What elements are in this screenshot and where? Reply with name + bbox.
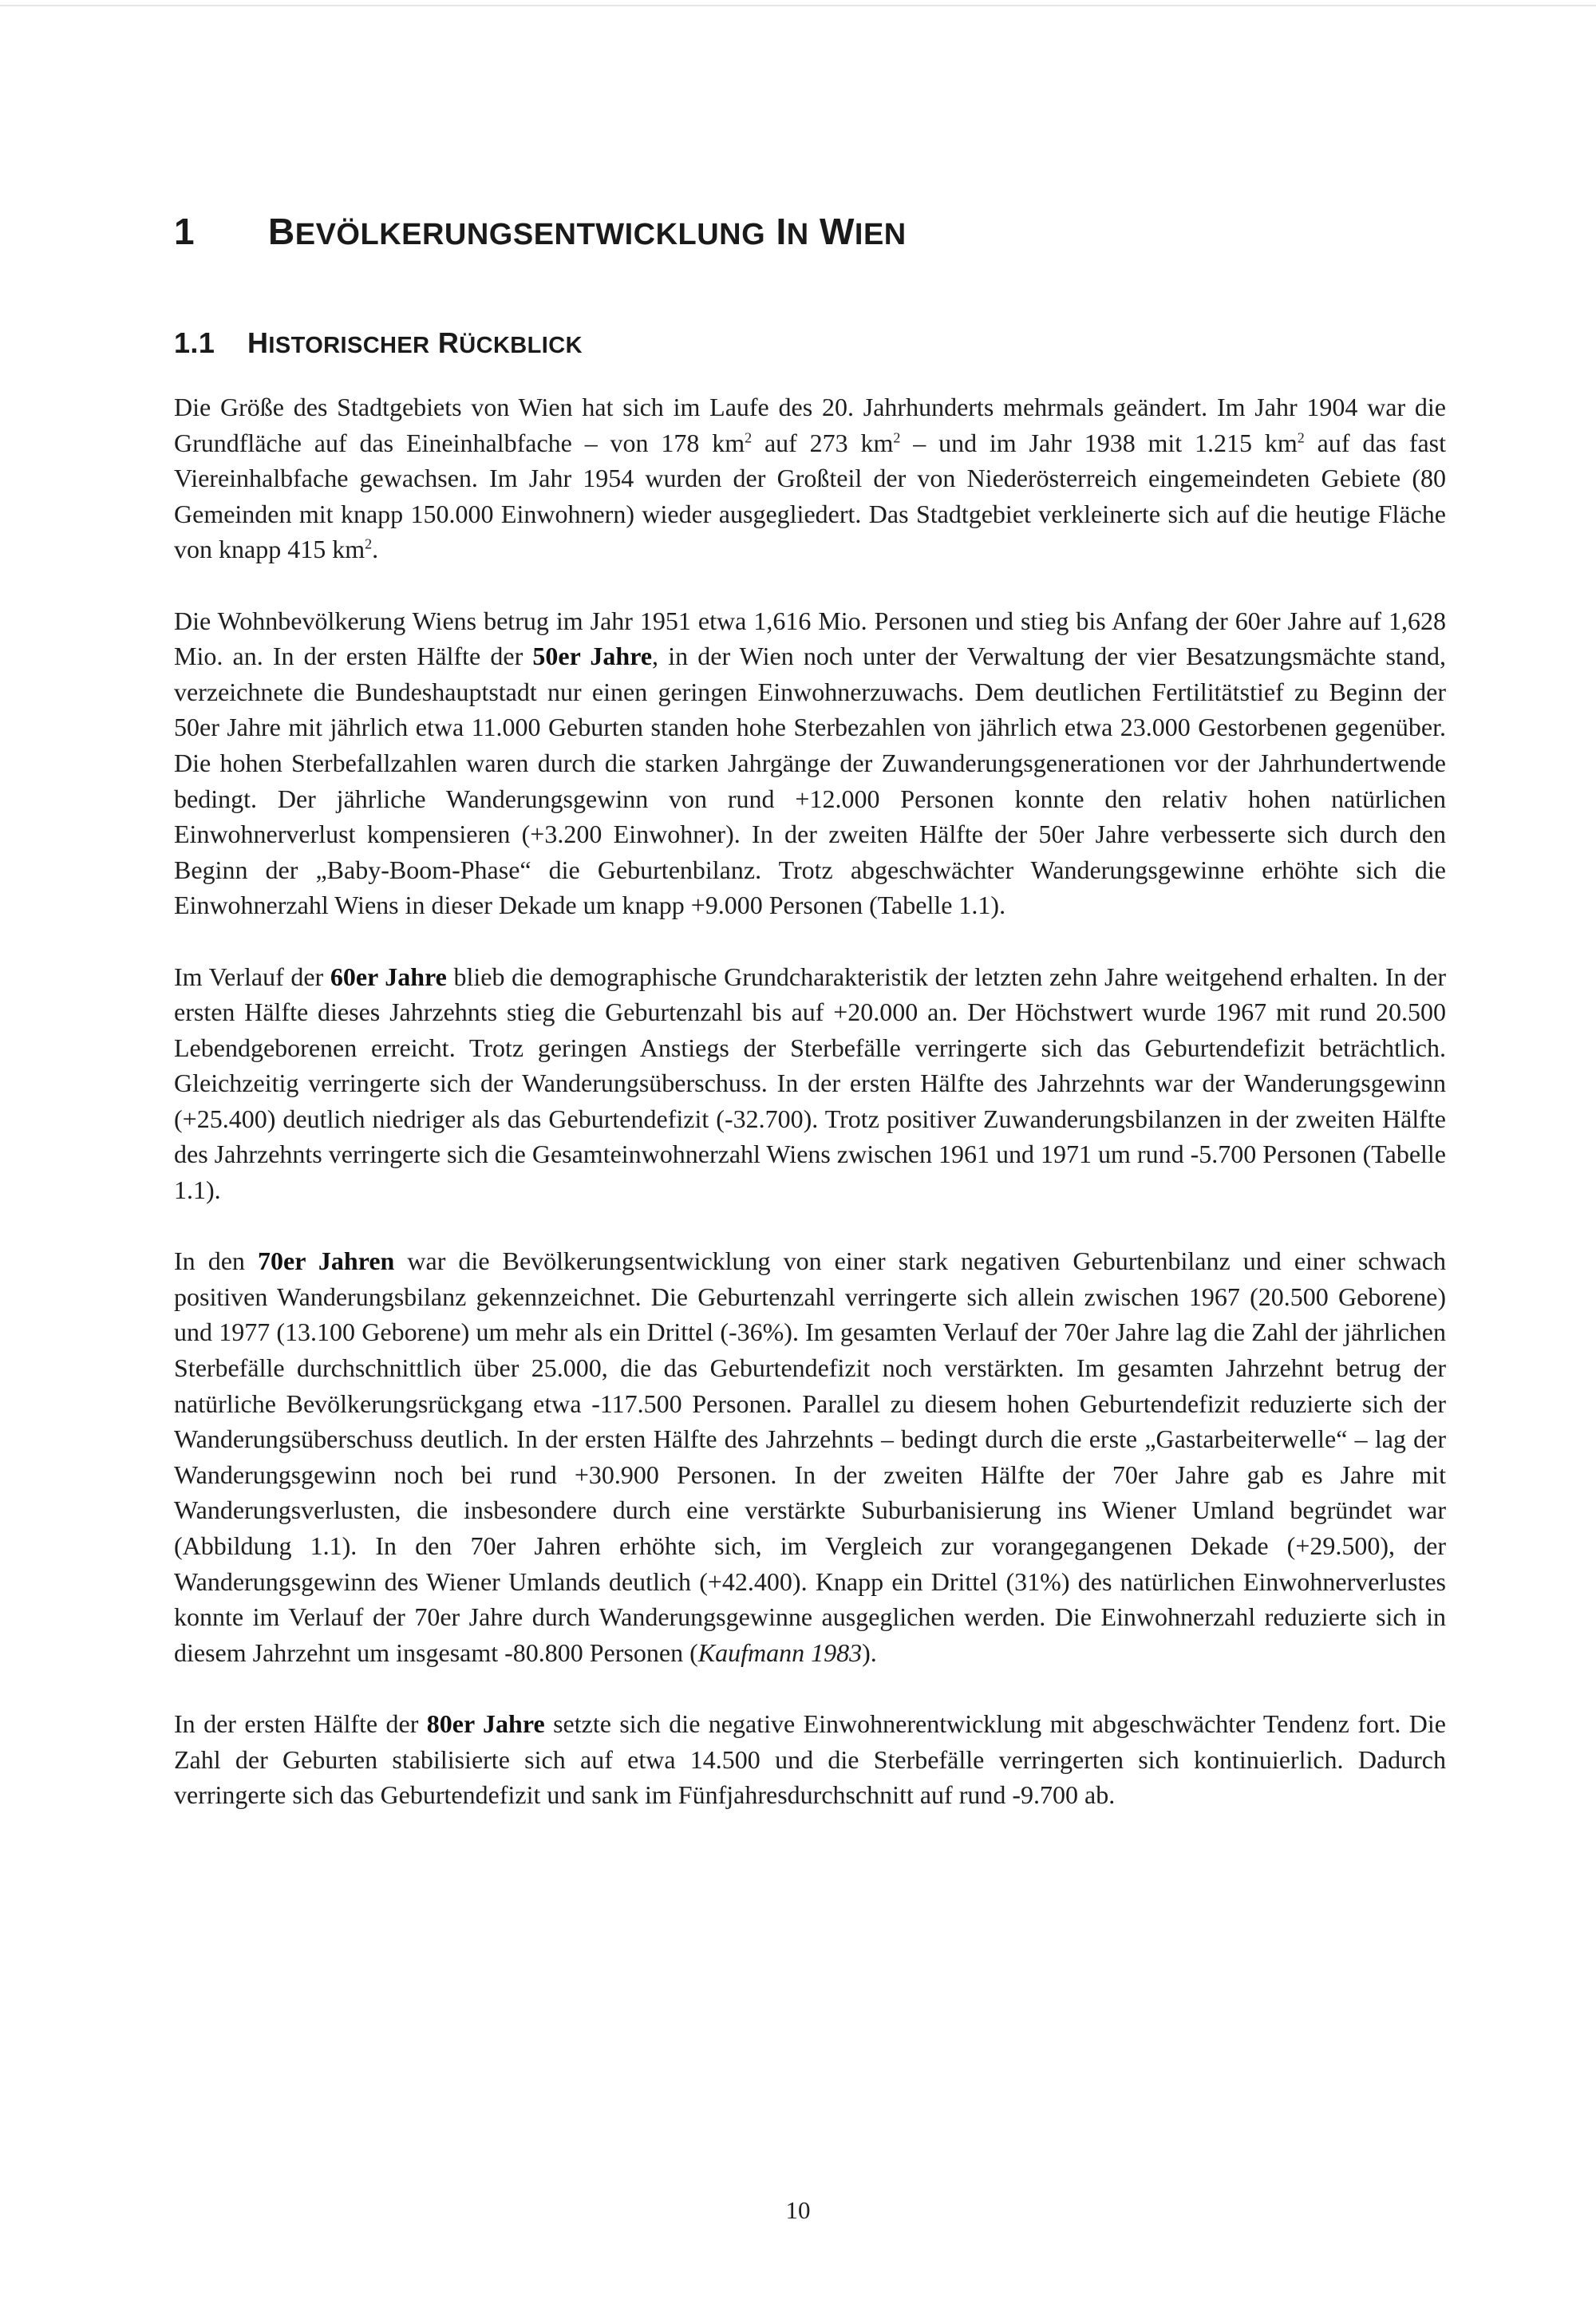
paragraph-80er-jahre: In der ersten Hälfte der 80er Jahre setzte sich die negative Einwohnerentwicklung mit abgeschwächter Tendenz fort. Die Zahl der Geburten stabilisierte sich auf etwa 14.500 und die Sterbefälle verringerten sich kontinuierlich. Dadurch verringerte sich das Geburtendefizit und sank im Fünfjahresdurchschnitt auf rund -9.700 ab. bbox=[174, 1709, 1447, 1810]
paragraph-60er-jahre: Im Verlauf der 60er Jahre blieb die demographische Grundcharakteristik der letzten zehn Jahre weitgehend erhalten. In der ersten Hälfte dieses Jahrzehnts stieg die Geburtenzahl bis auf +20.000 an. Der Höchstwert wurde 1967 mit rund 20.500 Lebendgeborenen erreicht. Trotz geringen Anstiegs der Sterbefälle verringerte sich das Geburtendefizit beträchtlich. Gleichzeitig verringerte sich der Wanderungsüberschuss. In der ersten Hälfte des Jahrzehnts war der Wanderungsgewinn (+25.400) deutlich niedriger als das Geburtendefizit (-32.700). Trotz positiver Zuwanderungsbilanzen in der zweiten Hälfte des Jahrzehnts verringerte sich die Gesamteinwohnerzahl Wiens zwischen 1961 und 1971 um rund -5.700 Personen (Tabelle 1.1). bbox=[174, 962, 1447, 1205]
section-heading bbox=[174, 326, 583, 363]
scan-top-edge bbox=[0, 5, 1596, 6]
paragraph-50er-jahre: Die Wohnbevölkerung Wiens betrug im Jahr 1951 etwa 1,616 Mio. Personen und stieg bis Anfang der 60er Jahre auf 1,628 Mio. an. In der ersten Hälfte der 50er Jahre, in der Wien noch unter der Verwaltung der vier Besatzungsmächte stand, verzeichnete die Bundeshauptstadt nur einen geringen Einwohnerzuwachs. Dem deutlichen Fertilitätstief zu Beginn der 50er Jahre mit jährlich etwa 11.000 Geburten standen hohe Sterbezahlen von jährlich etwa 23.000 Gestorbenen gegenüber. Die hohen Sterbefallzahlen waren durch die starken Jahrgänge der Zuwanderungsgenerationen vor der Jahrhundertwende bedingt. Der jährliche Wanderungsgewinn von rund +12.000 Personen konnte den relativ hohen natürlichen Einwohnerverlust kompensieren (+3.200 Einwohner). In der zweiten Hälfte der 50er Jahre verbesserte sich durch den Beginn der „Baby-Boom-Phase“ die Geburtenbilanz. Trotz abgeschwächter Wanderungsgewinne erhöhte sich die Einwohnerzahl Wiens in dieser Dekade um knapp +9.000 Personen (Tabelle 1.1). bbox=[174, 606, 1447, 920]
chapter-heading bbox=[174, 209, 907, 257]
emphasis-60er-jahre: 60er Jahre bbox=[330, 962, 447, 991]
emphasis-80er-jahre: 80er Jahre bbox=[426, 1709, 545, 1738]
superscript-2: 2 bbox=[365, 535, 373, 552]
emphasis-70er-jahren: 70er Jahren bbox=[258, 1246, 395, 1276]
body-text bbox=[174, 389, 1446, 1813]
emphasis-50er-jahre: 50er Jahre bbox=[532, 642, 653, 671]
superscript-2: 2 bbox=[893, 429, 901, 445]
paragraph-70er-jahre: In den 70er Jahren war die Bevölkerungsentwicklung von einer stark negativen Geburtenbilanz und einer schwach positiven Wanderungsbilanz gekennzeichnet. Die Geburtenzahl verringerte sich allein zwischen 1967 (20.500 Geborene) und 1977 (13.100 Geborene) um mehr als ein Drittel (-36%). Im gesamten Verlauf der 70er Jahre lag die Zahl der jährlichen Sterbefälle durchschnittlich über 25.000, die das Geburtendefizit noch verstärkten. Im gesamten Jahrzehnt betrug der natürliche Bevölkerungsrückgang etwa -117.500 Personen. Parallel zu diesem hohen Geburtendefizit reduzierte sich der Wanderungsüberschuss deutlich. In der ersten Hälfte des Jahrzehnts – bedingt durch die erste „Gastarbeiterwelle“ – lag der Wanderungsgewinn noch bei rund +30.900 Personen. In der zweiten Hälfte der 70er Jahre gab es Jahre mit Wanderungsverlusten, die insbesondere durch eine verstärkte Suburbanisierung ins Wiener Umland begründet war (Abbildung 1.1). In den 70er Jahren erhöhte sich, im Vergleich zur vorangegangenen Dekade (+29.500), der Wanderungsgewinn des Wiener Umlands deutlich (+42.400). Knapp ein Drittel (31%) des natürlichen Einwohnerverlustes konnte im Verlauf der 70er Jahre durch Wanderungsgewinne ausgeglichen werden. Die Einwohnerzahl reduzierte sich in diesem Jahrzehnt um insgesamt -80.800 Personen (Kaufmann 1983). bbox=[174, 1246, 1447, 1667]
page-number: 10 bbox=[785, 2196, 811, 2224]
superscript-2: 2 bbox=[745, 429, 753, 445]
superscript-2: 2 bbox=[1297, 429, 1305, 445]
chapter-number: 1 bbox=[174, 211, 196, 252]
citation-kaufmann: Kaufmann 1983 bbox=[697, 1637, 863, 1667]
section-title: HISTORISCHER RÜCKBLICK bbox=[247, 326, 583, 359]
paragraph-stadtgebiet: Die Größe des Stadtgebiets von Wien hat sich im Laufe des 20. Jahrhunderts mehrmals geändert. Im Jahr 1904 war die Grundfläche auf das Eineinhalbfache – von 178 $km^2$ auf 273 $km^2$ – und im Jahr 1938 mit 1.215 $km^2$ auf das fast Viereinhalbfache gewachsen. Im Jahr 1954 wurden der Großteil der von Niederösterreich eingemeindeten Gebiete (80 Gemeinden mit knapp 150.000 Einwohnern) wieder ausgegliedert. Das Stadtgebiet verkleinerte sich auf die heutige Fläche von knapp 415 $km^2$. bbox=[174, 393, 1447, 564]
chapter-title: BEVÖLKERUNGSENTWICKLUNG IN WIEN bbox=[268, 211, 907, 252]
section-number: 1.1 bbox=[174, 326, 215, 359]
